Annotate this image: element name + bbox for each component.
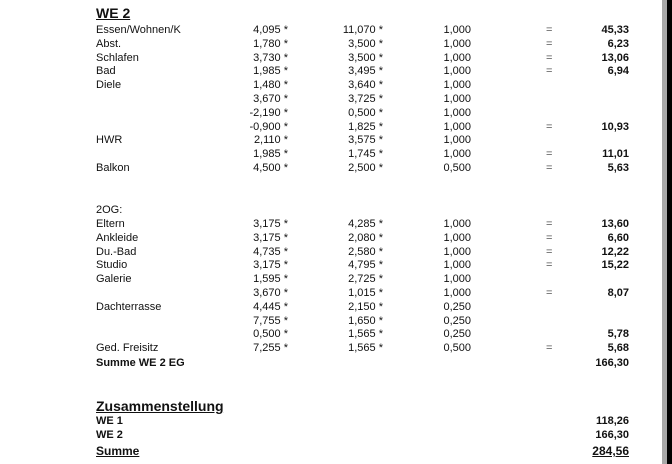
factor: 1,000: [443, 134, 471, 147]
width: 3,725 *: [348, 93, 383, 105]
width: 4,285 *: [348, 218, 383, 230]
area-result: 6,94: [607, 65, 629, 78]
room-label: Bad: [96, 65, 116, 78]
area-result: 13,60: [601, 218, 629, 230]
table-row: [0, 106, 660, 120]
length: 1,480 *: [253, 79, 288, 92]
factor: 1,000: [443, 273, 471, 286]
length: 1,780 *: [253, 37, 288, 50]
factor: 1,000: [443, 148, 471, 161]
table-row: [0, 341, 660, 355]
factor: 1,000: [443, 245, 471, 258]
room-label: Studio: [96, 259, 128, 272]
table-row: [0, 217, 660, 231]
equals-sign: =: [546, 245, 553, 258]
width: 3,500 *: [348, 37, 383, 50]
section-title-we2: WE 2: [96, 5, 131, 21]
room-label: Schlafen: [96, 51, 139, 64]
sum-row-we2: Summe WE 2 EG 166,30: [96, 357, 629, 369]
background: [667, 0, 672, 464]
factor: 0,500: [443, 162, 471, 174]
area-result: 5,78: [607, 328, 629, 341]
area-result: 45,33: [601, 24, 629, 36]
width: 1,565 *: [348, 342, 383, 355]
table-row: [0, 272, 660, 286]
room-label: Diele: [96, 79, 122, 92]
width: 4,795 *: [348, 259, 383, 272]
equals-sign: =: [546, 218, 553, 230]
length: 7,255 *: [253, 342, 288, 355]
table-row: [0, 133, 660, 147]
width: 0,500 *: [348, 106, 383, 119]
area-result: 6,23: [607, 37, 629, 50]
length: 4,095 *: [253, 24, 288, 36]
length: 3,670 *: [253, 287, 288, 299]
width: 3,495 *: [348, 65, 383, 78]
summary-total-row: Summe 284,56: [96, 444, 629, 458]
equals-sign: =: [546, 65, 553, 78]
table-row: [0, 161, 660, 175]
length: 3,175 *: [253, 218, 288, 230]
room-label: Ged. Freisitz: [96, 342, 159, 355]
table-row: [0, 258, 660, 272]
factor: 1,000: [443, 218, 471, 230]
equals-sign: =: [546, 24, 553, 36]
factor: 1,000: [443, 65, 471, 78]
width: 1,745 *: [348, 148, 383, 161]
length: 0,500 *: [253, 328, 288, 341]
width: 3,640 *: [348, 79, 383, 92]
table-row: [0, 231, 660, 245]
width: 2,725 *: [348, 273, 383, 286]
equals-sign: =: [546, 342, 553, 355]
factor: 1,000: [443, 79, 471, 92]
table-row: [0, 147, 660, 161]
table-row: [0, 37, 660, 51]
equals-sign: =: [546, 120, 553, 133]
length: 1,595 *: [253, 273, 288, 286]
length: 3,730 *: [253, 51, 288, 64]
length: 7,755 *: [253, 314, 288, 327]
room-label: Dachterrasse: [96, 300, 162, 313]
area-result: 11,01: [602, 148, 629, 161]
length: 1,985 *: [253, 148, 288, 161]
table-row: [0, 23, 660, 37]
width: 1,015 *: [348, 287, 383, 299]
width: 2,580 *: [348, 245, 383, 258]
length: 2,110 *: [253, 134, 288, 147]
area-result: 5,63: [607, 162, 629, 174]
room-label: HWR: [96, 134, 123, 147]
room-label: Abst.: [96, 37, 122, 50]
area-result: 15,22: [601, 259, 629, 272]
factor: 1,000: [443, 120, 471, 133]
length: 4,735 *: [253, 245, 288, 258]
equals-sign: =: [546, 231, 553, 244]
table-row: [0, 314, 660, 328]
summary-row: WE 2 166,30: [96, 429, 629, 441]
area-result: 8,07: [607, 287, 629, 299]
equals-sign: =: [546, 287, 553, 299]
factor: 0,500: [443, 342, 471, 355]
section-label-2og: 2OG:: [96, 204, 123, 216]
equals-sign: =: [546, 37, 553, 50]
factor: 1,000: [443, 51, 471, 64]
table-row: [0, 327, 660, 341]
factor: 1,000: [443, 24, 471, 36]
factor: 0,250: [443, 300, 471, 313]
equals-sign: =: [546, 51, 553, 64]
table-row: [0, 64, 660, 78]
factor: 0,250: [443, 328, 471, 341]
factor: 1,000: [443, 93, 471, 105]
length: 3,175 *: [253, 231, 288, 244]
table-row: [0, 300, 660, 314]
width: 2,080 *: [348, 231, 383, 244]
area-result: 6,60: [607, 231, 629, 244]
width: 2,500 *: [348, 162, 383, 174]
area-result: 5,68: [607, 342, 629, 355]
area-result: 10,93: [601, 120, 629, 133]
factor: 0,250: [443, 314, 471, 327]
room-label: Balkon: [96, 162, 130, 174]
area-result: 12,22: [601, 245, 629, 258]
equals-sign: =: [546, 162, 553, 174]
equals-sign: =: [546, 148, 553, 161]
table-row: [0, 120, 660, 134]
table-row: [0, 51, 660, 65]
length: 4,445 *: [253, 300, 288, 313]
factor: 1,000: [443, 106, 471, 119]
room-label: Essen/Wohnen/K: [96, 24, 181, 36]
factor: 1,000: [443, 259, 471, 272]
table-row: [0, 92, 660, 106]
table-row: [0, 78, 660, 92]
length: -2,190 *: [249, 106, 288, 119]
factor: 1,000: [443, 37, 471, 50]
length: 3,175 *: [253, 259, 288, 272]
room-label: Ankleide: [96, 231, 139, 244]
width: 2,150 *: [348, 300, 383, 313]
width: 3,575 *: [348, 134, 383, 147]
room-label: Galerie: [96, 273, 132, 286]
width: 3,500 *: [348, 51, 383, 64]
room-label: Du.-Bad: [96, 245, 137, 258]
width: 11,070 *: [342, 24, 383, 36]
width: 1,650 *: [348, 314, 383, 327]
factor: 1,000: [443, 287, 471, 299]
summary-row: WE 1 118,26: [96, 415, 629, 427]
table-row: [0, 245, 660, 259]
section-title-summary: Zusammenstellung: [96, 398, 224, 414]
table-row: [0, 286, 660, 300]
factor: 1,000: [443, 231, 471, 244]
width: 1,825 *: [348, 120, 383, 133]
equals-sign: =: [546, 259, 553, 272]
area-result: 13,06: [601, 51, 629, 64]
width: 1,565 *: [348, 328, 383, 341]
length: 1,985 *: [253, 65, 288, 78]
room-label: Eltern: [96, 218, 125, 230]
length: 3,670 *: [253, 93, 288, 105]
length: -0,900 *: [249, 120, 288, 133]
length: 4,500 *: [253, 162, 288, 174]
